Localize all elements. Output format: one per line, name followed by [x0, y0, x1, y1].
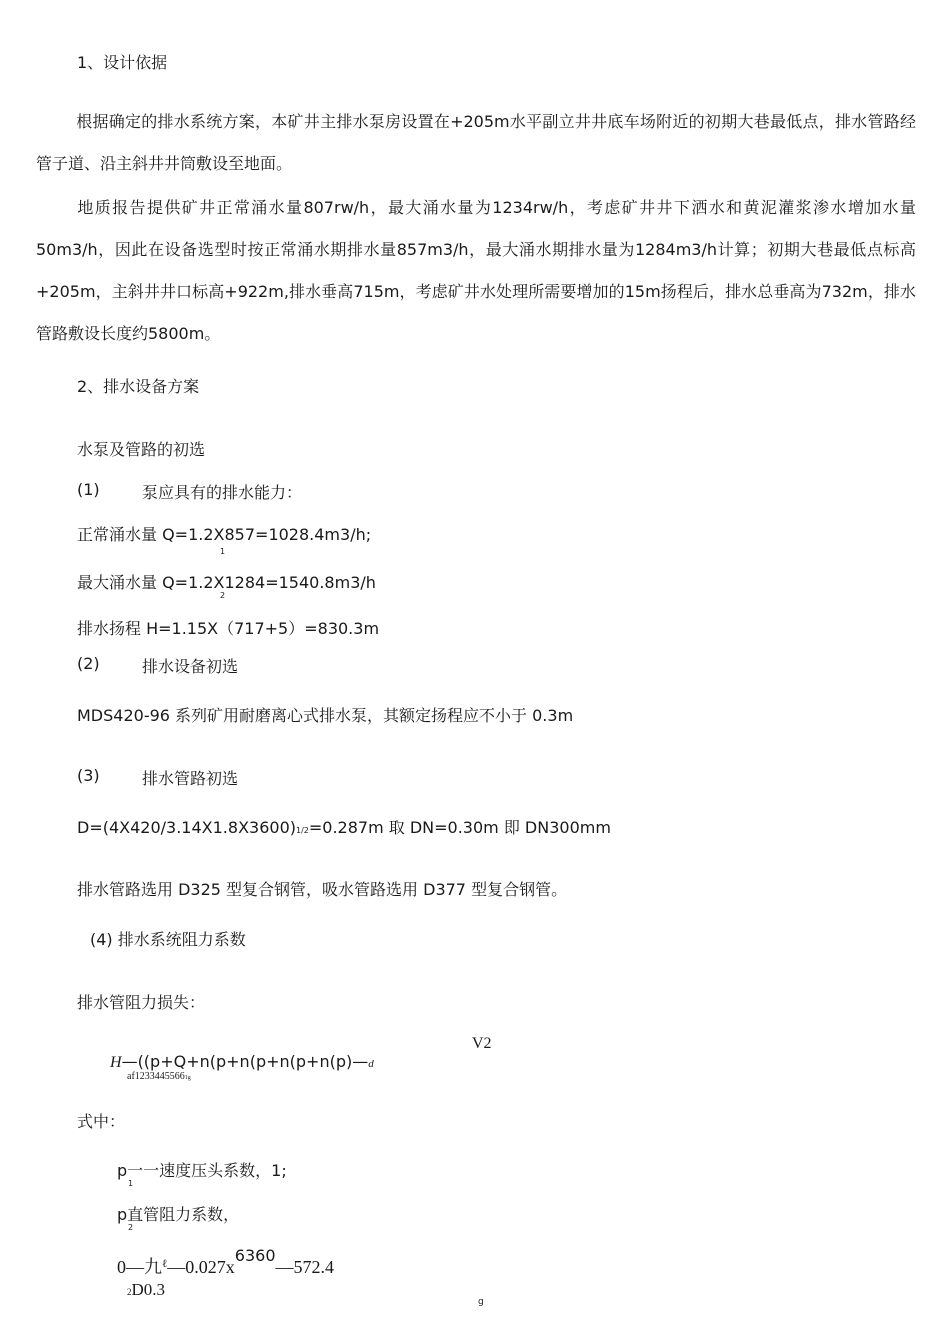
p2-subscript: 2 — [128, 1223, 134, 1232]
where-label: 式中： — [77, 1112, 126, 1131]
loss-label: 排水管阻力损失： — [77, 993, 206, 1012]
formula-sub-g: 1g — [184, 1075, 191, 1081]
max-flow-line: 最大涌水量 Q=1.2X1284=1540.8m3/h — [77, 573, 376, 592]
p2-line — [117, 1202, 239, 1225]
section1-heading: 1、设计依据 — [77, 53, 168, 72]
paragraph-1-text: 根据确定的排水系统方案，本矿井主排水泵房设置在+205m水平副立井井底车场附近的初期大巷最低点，排水管路经管子道、沿主斜井井筒敷设至地面。 — [36, 112, 916, 173]
p1-subscript: 1 — [128, 1179, 134, 1188]
normal-flow-subscript: 1 — [220, 547, 226, 556]
formula-d: d — [368, 1058, 374, 1070]
formula-subscripts — [127, 1071, 191, 1082]
section1-paragraph-1 — [36, 101, 916, 185]
equation-sub-2: 2 — [127, 1287, 132, 1297]
pump-line: MDS420-96 系列矿用耐磨离心式排水泵，其额定扬程应不小于 0.3m — [77, 706, 574, 725]
equation-mid: —0.027x — [167, 1257, 235, 1277]
equation-left: 0—九 — [117, 1257, 162, 1277]
pipes-line: 排水管路选用 D325 型复合钢管，吸水管路选用 D377 型复合钢管。 — [77, 880, 568, 899]
item4-heading: (4) 排水系统阻力系数 — [90, 930, 246, 949]
equation-line — [117, 1246, 334, 1279]
sub-heading: 水泵及管路的初选 — [77, 440, 206, 459]
item2-text: 排水设备初选 — [142, 657, 239, 676]
diameter-result: =0.287m 取 DN=0.30m 即 DN300mm — [308, 818, 611, 837]
equation-g: g — [478, 1297, 484, 1307]
p2-text: 直管阻力系数， — [127, 1205, 240, 1224]
equation-right: —572.4 — [275, 1257, 334, 1277]
item3-number: (3) — [77, 766, 100, 785]
formula-main — [110, 1052, 374, 1072]
item3-text: 排水管路初选 — [142, 769, 239, 788]
diameter-line — [77, 815, 611, 838]
item1-number: (1) — [77, 480, 100, 499]
head-line: 排水扬程 H=1.15X（717+5）=830.3m — [77, 619, 380, 638]
p1-symbol: p — [117, 1161, 128, 1180]
paragraph-2-text: 地质报告提供矿井正常涌水量807rw/h，最大涌水量为1234rw/h，考虑矿井井下洒水和黄泥灌浆渗水增加水量50m3/h，因此在设备选型时按正常涌水期排水量857m3/h，最大涌水期排水量为1284m3/h计算；初期大巷最低点标高+205m，主斜井井口标高+922m,排水垂高715m，考虑矿井水处理所需要增加的15m扬程后，排水总垂高为732m，排水管路敷设长度约5800m。 — [36, 198, 916, 343]
p1-line — [117, 1158, 287, 1181]
formula-v2: V2 — [472, 1035, 492, 1052]
section1-paragraph-2 — [36, 187, 916, 355]
p1-text: 一一速度压头系数，1; — [127, 1161, 287, 1180]
diameter-formula: D=(4X420/3.14X1.8X3600) — [77, 818, 296, 837]
normal-flow-line: 正常涌水量 Q=1.2X857=1028.4m3/h; — [77, 525, 372, 544]
equation-denominator — [127, 1280, 165, 1300]
p2-symbol: p — [117, 1205, 128, 1224]
max-flow-subscript: 2 — [220, 591, 226, 600]
formula-body: —((p+Q+n(p+n(p+n(p+n(p)— — [121, 1052, 369, 1071]
equation-mark: ℓ — [162, 1258, 168, 1270]
item2-number: (2) — [77, 654, 100, 673]
equation-den: D0.3 — [131, 1280, 166, 1299]
formula-sub-main: af1233445566 — [127, 1071, 185, 1082]
item1-text: 泵应具有的排水能力： — [142, 483, 303, 502]
equation-superscript: 6360 — [234, 1246, 276, 1265]
section2-heading: 2、排水设备方案 — [77, 377, 200, 396]
formula-h: H — [110, 1054, 122, 1071]
diameter-exponent: 1/2 — [296, 826, 309, 835]
